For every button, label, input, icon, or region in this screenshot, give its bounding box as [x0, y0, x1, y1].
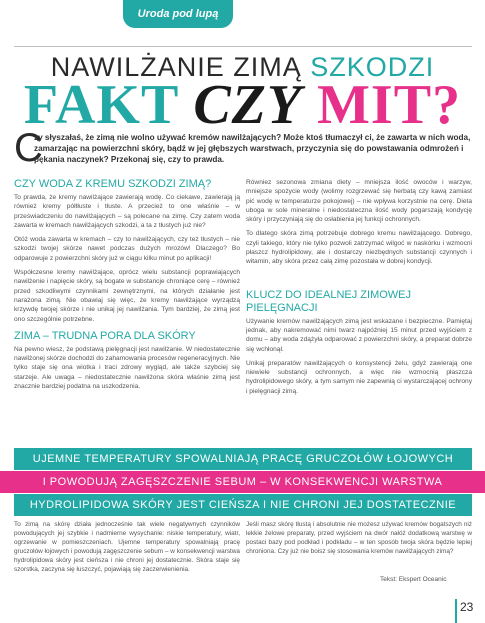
left-paragraph-4: Na pewno wiesz, że podstawą pielęgnacji jest nawilżanie. W niedostatecznie nawilżonej skórze dochodzi do zahamowania procesów regeneracyjnych. Nie tylko staje się ona wiotka i traci zdrowy wygląd, ale także szybciej się starzeje. Ale uwaga – niedostatecznie nawilżona skóra właśnie zimą jest znacznie bardziej podatna na uszkodzenia.: [14, 345, 240, 391]
left-column: [14, 178, 240, 396]
drop-cap: C: [14, 126, 43, 170]
big-title-fakt: FAKT: [23, 74, 179, 136]
page-number: 23: [460, 600, 474, 614]
right-heading-1: KLUCZ DO IDEALNEJ ZIMOWEJ PIELĘGNACJI: [246, 288, 412, 314]
bottom-right-paragraph: Jeśli masz skórę tłustą i absolutnie nie możesz używać kremów bogatszych niż lekkie żelowe preparaty, przed wyjściem na dwór nałóż dodatkową warstwę w postaci bazy pod podkład i podkładu – w ten sposób twoja skóra będzie lepiej chroniona. Czy już nie boisz się stosowania kremów nawilżających zimą?: [246, 521, 472, 555]
big-title: [0, 74, 485, 136]
left-paragraph-3: Współczesne kremy nawilżające, oprócz wielu substancji poprawiających nawilżenie i napięcie skóry, są bogate w substancje chroniące cerę – również przed szkodliwymi czynnikami zewnętrznymi, na których działanie jest narażona zimą. Nie obawiaj się więc, że kremy nawilżające wyrządzą krzywdę twojej skórze i nie unikaj jej nawilżania. Tym bardziej, że zimą jest ono szczególnie potrzebne.: [14, 269, 240, 323]
right-column: [246, 178, 472, 401]
big-title-mit: MIT?: [317, 74, 462, 136]
headline-part-a: NAWILŻANIE ZIMĄ: [50, 52, 311, 82]
author-credit: Tekst: Ekspert Oceanic: [380, 576, 447, 583]
left-paragraph-1: To prawda, że kremy nawilżające zawierają wodę. Co ciekawe, zawierają ją również kremy półtłuste i tłuste. A przecież to one właśnie – w przeświadczeniu do nawilżających – są polecane na zimę. Czy zatem woda zawarta w kremach nawilżających szkodzi, a ta z tłustych już nie?: [14, 194, 240, 229]
right-paragraph-3: Używanie kremów nawilżających zimą jest wskazane i bezpieczne. Pamiętaj jednak, aby nakremować nimi twarz najpóźniej 15 minut przed wyjściem z domu – aby woda zdążyła odparować z powierzchni skóry, a preparat dobrze się wchłonął.: [246, 317, 472, 353]
right-paragraph-4: Unikaj preparatów nawilżających o konsystencji żelu, gdyż zawierają one niewiele substancji ochronnych, a więc nie wzmocnią płaszcza hydrolipidowego skóry, a tym samym nie zapewnią ci wystarczającej ochrony i pielęgnacji zimą.: [246, 359, 472, 395]
banner-line-3: HYDROLIPIDOWA SKÓRY JEST CIEŃSZA I NIE CHRONI JEJ DOSTATECZNIE: [14, 494, 472, 516]
bottom-left-text: [14, 520, 240, 574]
page-number-bar: [455, 599, 457, 623]
left-heading-1: CZY WODA Z KREMU SZKODZI ZIMĄ?: [14, 178, 212, 190]
banner-line-1: UJEMNE TEMPERATURY SPOWALNIAJĄ PRACĘ GRUCZOŁÓW ŁOJOWYCH: [14, 448, 472, 470]
intro-paragraph: zy słyszałaś, że zimą nie wolno używać kremów nawilżających? Może ktoś tłumaczył ci, że zawarta w nich woda, zamarzając na powierzchni skóry, bądź w jej głębszych warstwach, przyczynia się do powstawania odmrożeń i pękania naczynek? Przekonaj się, czy to prawda.: [34, 133, 471, 165]
right-paragraph-1: Równiez sezonowa zmiana diety – mniejsza ilość owoców i warzyw, mniejsze spożycie wody (wolimy rozgrzewać się herbatą czy kawą zamiast pić wodę w temperaturze pokojowej) – nie wpływa korzystnie na cerę. Dieta uboga w sole mineralne i niedostateczna ilość wody pogarszają kondycję skóry i przyczyniają się do osłabienia jej funkcji ochronnych.: [246, 179, 472, 224]
bottom-left-paragraph: To zimą na skórę działa jednocześnie tak wiele negatywnych czynników powodujących jej szybkie i nadmierne wysychanie: niskie temperatury, wiatr, ogrzewanie w pomieszczeniach. Ujemne temperatury spowalniają pracę gruczołów łojowych i powodują zagęszczenie sebum – w konsekwencji warstwa hydrolipidowa skóry jest cieńsza i nie chroni jej dostatecznie. Skóra staje się szorstka, zaczyna się łuszczyć, pojawiają się zaczerwienienia.: [14, 521, 240, 573]
right-paragraph-2: To dlatego skóra zimą potrzebuje dobrego kremu nawilżającego. Dobrego, czyli takiego, który nie tylko pozwoli zatrzymać wilgoć w naskórku i wzmocni płaszcz hydrolipidowy, ale i dostarczy niezbędnych substancji czynnych i witamin, aby skóra przez całą zimę pozostała w dobrej kondycji.: [246, 230, 472, 266]
top-divider: [14, 46, 472, 47]
left-heading-2: ZIMA – TRUDNA PORA DLA SKÓRY: [14, 329, 196, 342]
banner-line-2: I POWODUJĄ ZAGĘSZCZENIE SEBUM – W KONSEKWENCJI WARSTWA: [0, 471, 485, 493]
section-tag: Uroda pod lupą: [123, 0, 233, 28]
bottom-right-text: [246, 520, 472, 556]
big-title-czy: CZY: [193, 74, 303, 136]
left-paragraph-2: Otóż woda zawarta w kremach – czy to nawilżających, czy też tłustych – nie szkodzi twojej skórze nawet podczas dużych mrozów! Dlaczego? Bo odparowuje z powierzchni skóry już w ciągu kilku minut po aplikacji!: [14, 236, 240, 262]
headline-part-b: SZKODZI: [310, 52, 435, 82]
